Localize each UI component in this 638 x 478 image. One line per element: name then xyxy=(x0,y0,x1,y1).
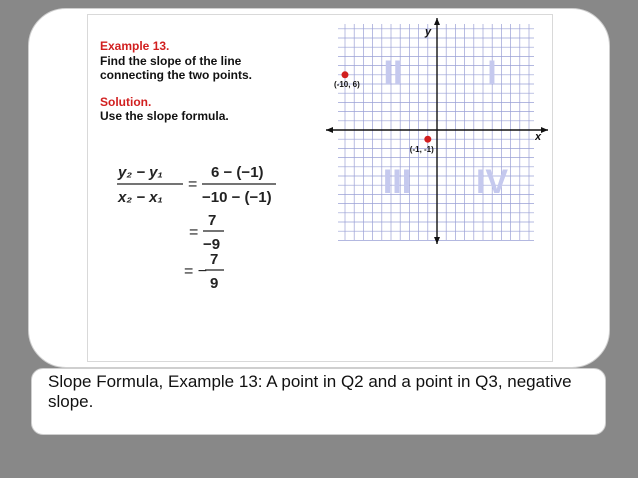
problem-line-1: Find the slope of the line xyxy=(100,54,242,68)
quadrant-3-label: III xyxy=(382,163,412,201)
equals-1: = xyxy=(188,176,198,193)
step2-denominator: −9 xyxy=(203,236,221,253)
caption-text: Slope Formula, Example 13: A point in Q2 and a point in Q3, negative slope. xyxy=(48,372,572,411)
example-title: Example 13. xyxy=(100,39,170,53)
quadrant-labels xyxy=(383,54,509,201)
axes xyxy=(326,18,548,244)
y-axis-label: y xyxy=(425,26,432,38)
equals-2: = xyxy=(189,224,199,241)
solution-text: Use the slope formula. xyxy=(100,109,229,123)
step3-denominator: 9 xyxy=(210,275,219,292)
point-q2-label: (-10, 6) xyxy=(334,79,360,89)
y-axis-arrow-up xyxy=(434,18,440,25)
step3-numerator: 7 xyxy=(210,251,219,268)
x-axis-arrow-left xyxy=(326,127,333,133)
caption-box xyxy=(31,368,606,435)
quadrant-4-label: IV xyxy=(475,163,509,201)
x-axis-label: x xyxy=(535,131,542,143)
point-q3 xyxy=(424,136,431,143)
quadrant-2-label: II xyxy=(383,54,403,92)
step1-numerator: 6 − (−1) xyxy=(211,164,264,181)
lhs-denominator: x₂ − x₁ xyxy=(118,189,163,206)
equals-neg: = − xyxy=(184,263,208,280)
grid xyxy=(338,24,534,240)
x-axis-arrow-right xyxy=(541,127,548,133)
point-q2 xyxy=(342,71,349,78)
quadrant-1-label: I xyxy=(487,54,497,92)
step2-numerator: 7 xyxy=(208,212,217,229)
point-q3-label: (-1, -1) xyxy=(409,145,434,155)
problem-line-2: connecting the two points. xyxy=(100,68,252,82)
lhs-numerator: y₂ − y₁ xyxy=(118,164,163,181)
step1-denominator: −10 − (−1) xyxy=(202,189,272,206)
solution-heading: Solution. xyxy=(100,95,152,109)
